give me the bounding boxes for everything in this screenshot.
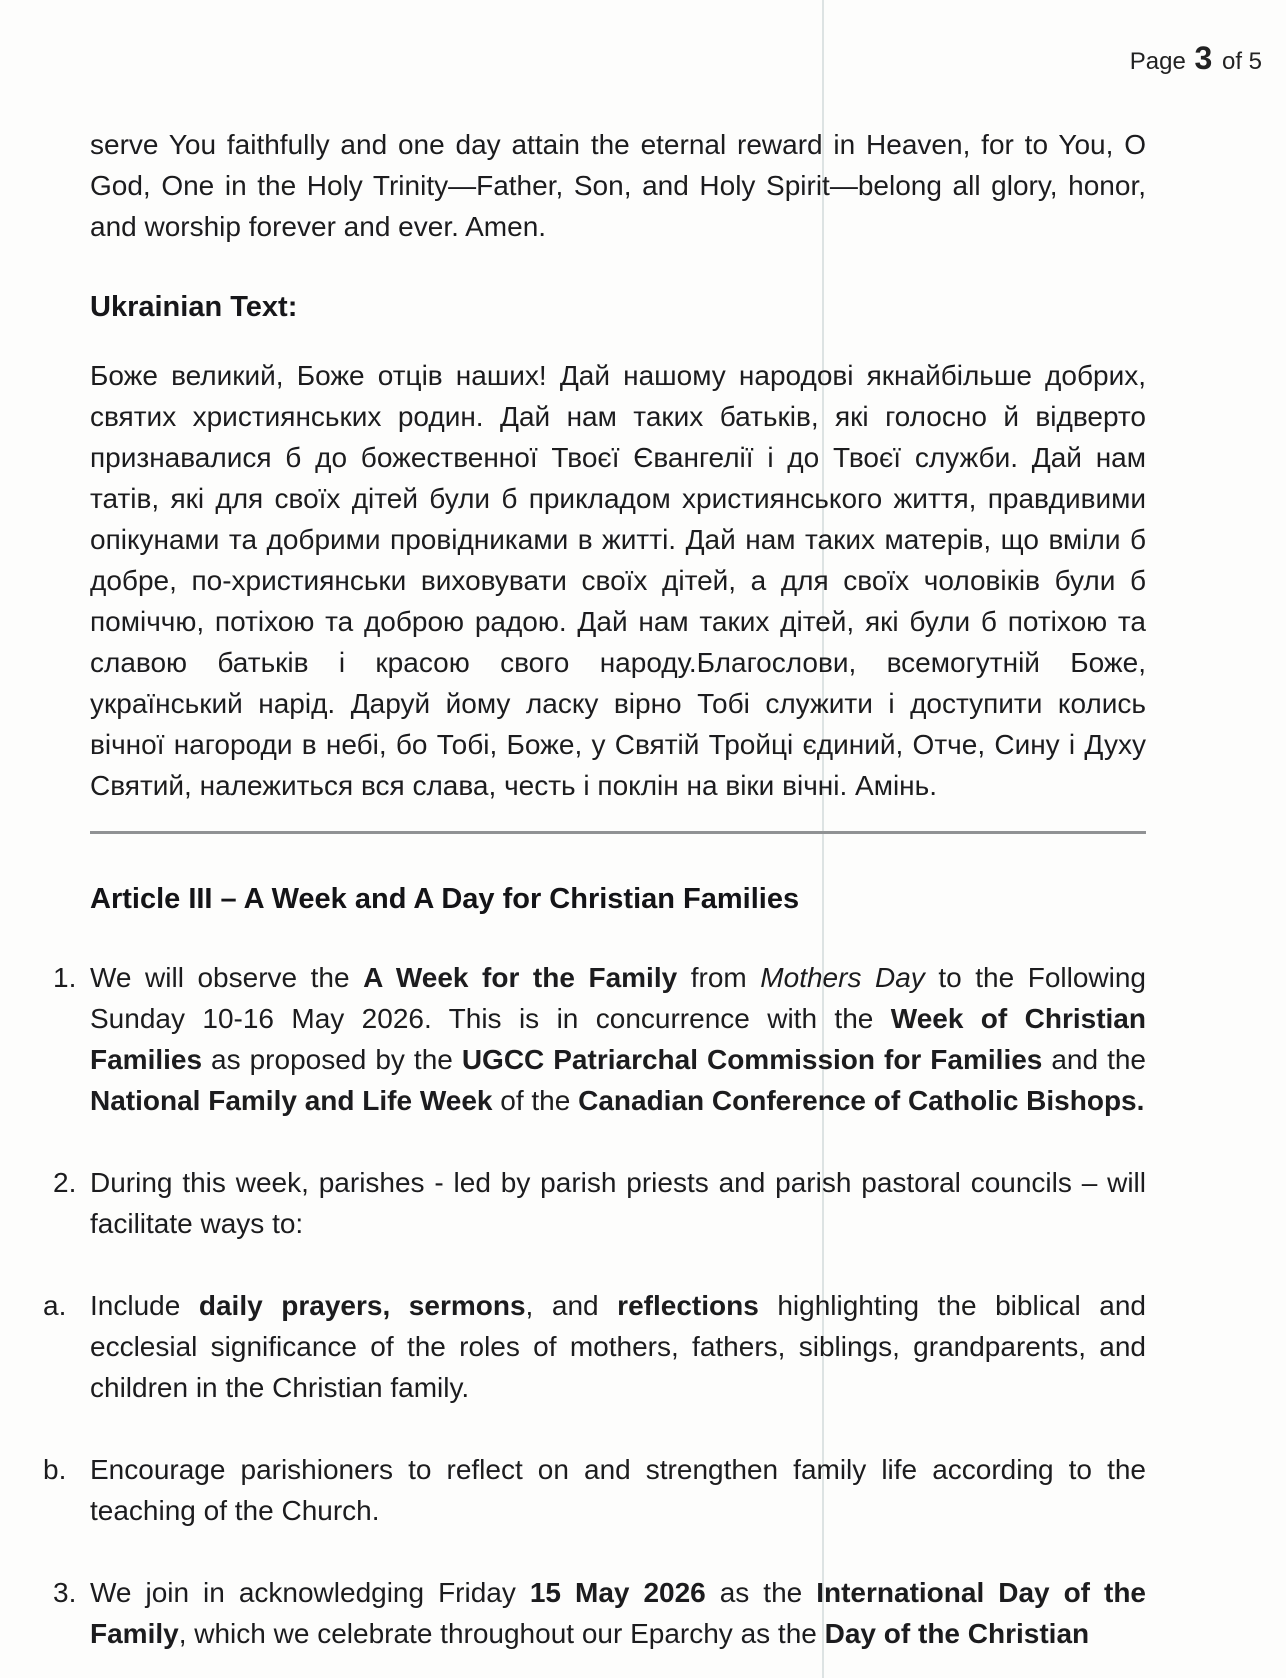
article-list xyxy=(43,957,1147,1654)
list-item-text: Encourage parishioners to reflect on and strengthen family life according to the teaching of the Church. xyxy=(90,1454,1146,1526)
english-prayer-paragraph: serve You faithfully and one day attain the eternal reward in Heaven, for to You, O God, One in the Holy Trinity—Father, Son, and Holy Spirit—belong all glory, honor, and worship forever and ever. Amen. xyxy=(90,129,1146,242)
list-item-marker: b. xyxy=(43,1454,67,1485)
page-number: 3 xyxy=(1194,40,1214,76)
list-item xyxy=(43,1285,1146,1408)
page-label-prefix: Page xyxy=(1129,48,1186,75)
document-content xyxy=(43,0,1147,1654)
list-item xyxy=(53,1572,1146,1654)
list-item xyxy=(53,1162,1146,1244)
list-item xyxy=(53,957,1147,1121)
list-item-text: We will observe the A Week for the Family from Mothers Day to the Following Sunday 10-16 May 2026. This is in concurrence with the Week of Christian Families as proposed by the UGCC Patriarchal Commission for Families and the National Family and Life Week of the Canadian Conference of Catholic Bishops. xyxy=(90,962,1147,1116)
list-item-marker: a. xyxy=(43,1290,67,1321)
list-item-marker: 1. xyxy=(53,962,77,993)
list-item-text: During this week, parishes - led by parish priests and parish pastoral councils – will facilitate ways to: xyxy=(90,1167,1146,1239)
list-item-text: We join in acknowledging Friday 15 May 2026 as the International Day of the Family, which we celebrate throughout our Eparchy as the Day of the Christian xyxy=(90,1577,1146,1649)
ukrainian-text-heading: Ukrainian Text: xyxy=(90,291,298,323)
page-label-suffix: of 5 xyxy=(1221,48,1262,75)
list-item xyxy=(43,1449,1146,1531)
list-item-text: Include daily prayers, sermons, and reflections highlighting the biblical and ecclesial significance of the roles of mothers, fathers, siblings, grandparents, and children in the Christian family. xyxy=(90,1290,1146,1403)
page-header xyxy=(1130,40,1262,77)
ukrainian-prayer-paragraph: Боже великий, Боже отців наших! Дай нашому народові якнайбільше добрих, святих християнських родин. Дай нам таких батьків, які голосно й відверто признавалися б до божественної Твоєї Євангелії і до Твоєї служби. Дай нам татів, які для своїх дітей були б прикладом християнського життя, правдивими опікунами та добрими провідниками в житті. Дай нам таких матерів, що вміли б добре, по-християнськи виховувати своїх дітей, а для своїх чоловіків були б поміччю, потіхою та доброю радою. Дай нам таких дітей, які були б потіхою та славою батьків і красою свого народу.Благослови, всемогутній Боже, український нарід. Даруй йому ласку вірно Тобі служити і доступити колись вічної нагороди в небі, бо Тобі, Боже, у Святій Тройці єдиний, Отче, Сину і Духу Святий, належиться вся слава, честь і поклін на віки вічні. Амінь. xyxy=(90,360,1146,801)
list-item-marker: 3. xyxy=(53,1577,77,1608)
section-divider xyxy=(90,831,1146,834)
list-item-marker: 2. xyxy=(53,1167,77,1198)
article-heading: Article III – A Week and A Day for Christian Families xyxy=(90,883,800,915)
